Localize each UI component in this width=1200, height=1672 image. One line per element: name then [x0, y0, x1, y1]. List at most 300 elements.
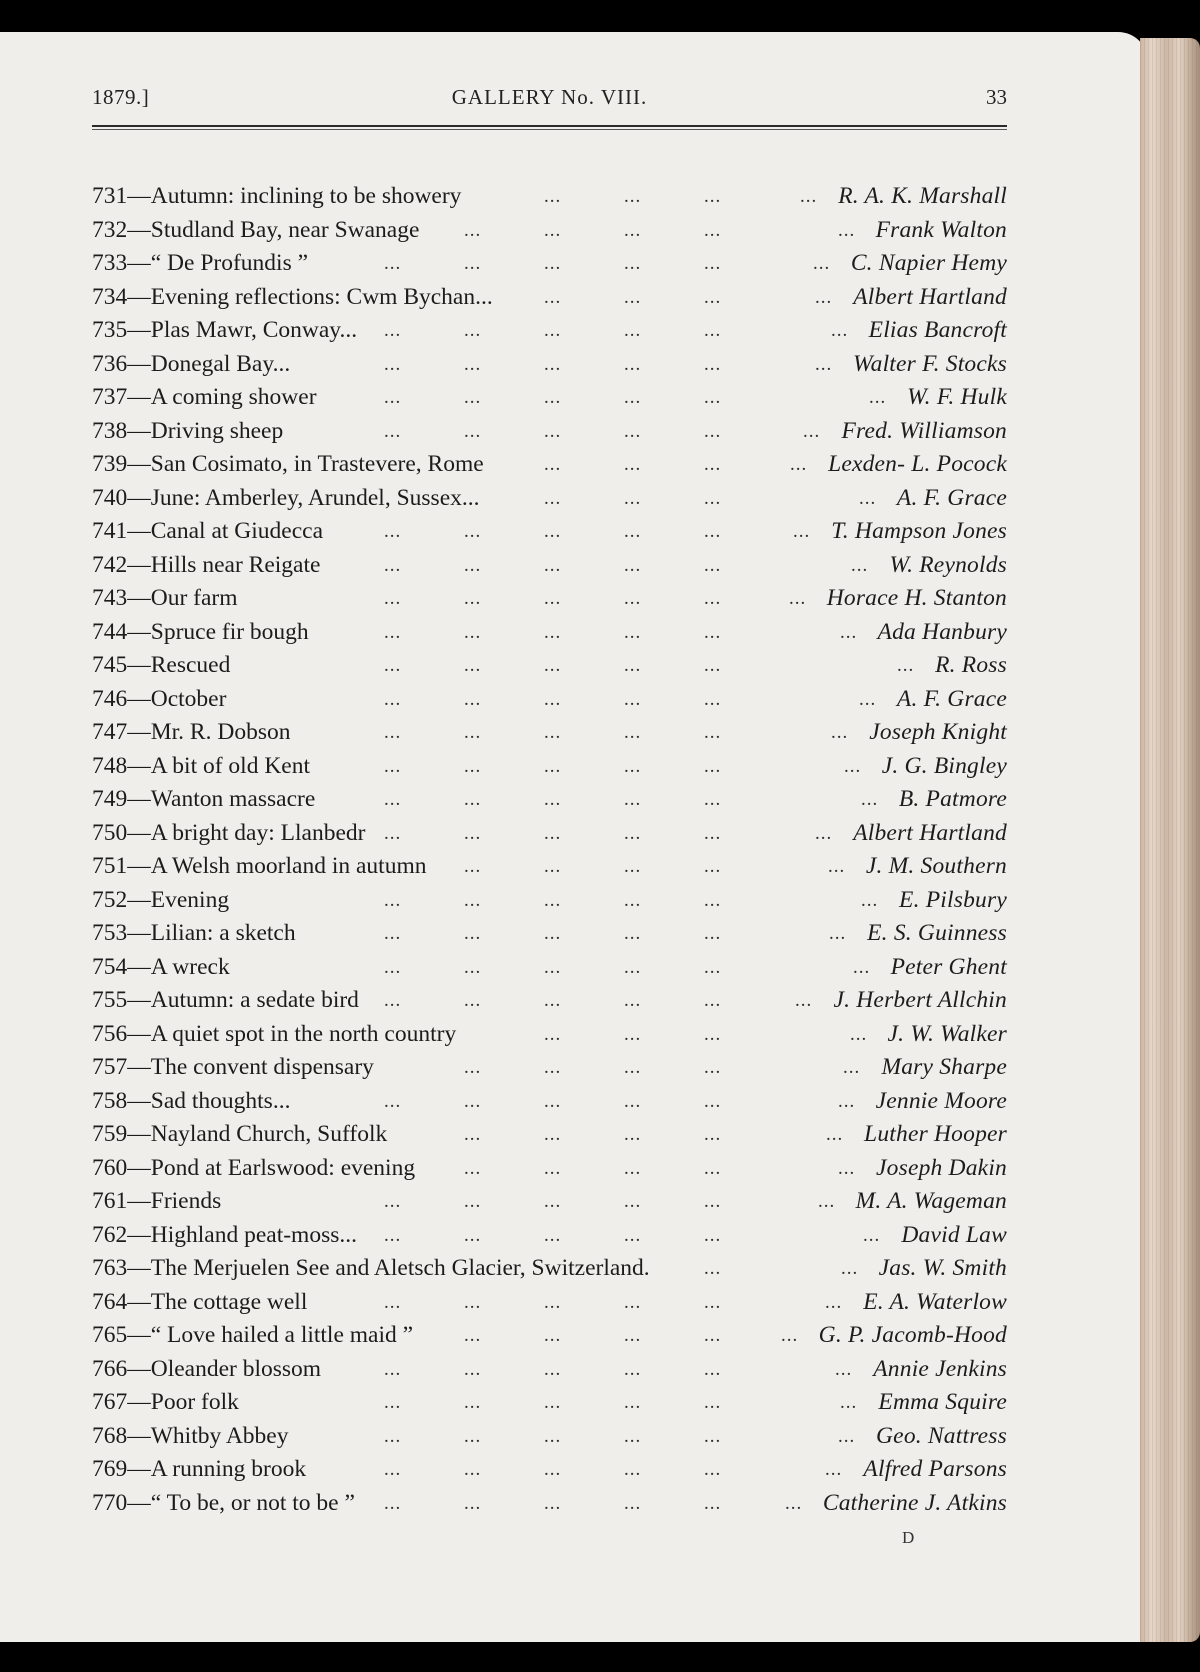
- leader-dots: ...: [835, 1358, 853, 1380]
- entry-text: [92, 1252, 650, 1286]
- leader-dots: ...: [624, 554, 642, 576]
- entry-dash: —: [127, 1456, 151, 1482]
- entry-artist: Horace H. Stanton: [826, 585, 1007, 611]
- leader-dots: ...: [704, 621, 722, 643]
- leader-dots: ...: [384, 923, 402, 944]
- entry-title: Poor folk: [150, 1389, 239, 1415]
- leader-dots: ...: [704, 353, 722, 375]
- leader-dots: ...: [544, 286, 562, 308]
- leader-dots: ...: [464, 387, 482, 408]
- leader-dots: ...: [624, 387, 642, 408]
- leader-dots: ...: [624, 822, 642, 844]
- entry-number: 768: [92, 1422, 128, 1449]
- leader-dots: ...: [815, 353, 833, 375]
- leader-dots: ...: [785, 1492, 803, 1514]
- entry-dash: —: [127, 484, 151, 511]
- entry-title: The Merjuelen See and Aletsch Glacier, Switzerland.: [150, 1255, 650, 1281]
- leader-dots: ...: [624, 789, 642, 810]
- leader-dots: ...: [704, 688, 722, 710]
- leader-dots: ...: [464, 822, 482, 844]
- leader-dots: ...: [624, 1325, 642, 1346]
- leader-dots: ...: [384, 822, 402, 844]
- entry-artist: Jennie Moore: [875, 1087, 1007, 1114]
- entry-artist: B. Patmore: [898, 786, 1007, 812]
- leader-dots: ...: [544, 186, 562, 207]
- list-item: [92, 1219, 1007, 1253]
- leader-dots: ...: [544, 1459, 562, 1480]
- leader-dots: ...: [624, 889, 642, 911]
- list-item: [92, 348, 1007, 382]
- entry-title: A Welsh moorland in autumn: [150, 853, 427, 879]
- leader-dots: ...: [897, 655, 915, 676]
- leader-dots: ...: [704, 554, 722, 576]
- leader-dots: ...: [704, 186, 722, 207]
- entry-text: [92, 984, 359, 1018]
- entry-artist: W. Reynolds: [889, 551, 1007, 578]
- list-item: [92, 247, 1007, 281]
- list-item: [92, 1018, 1007, 1052]
- entry-artist: A. F. Grace: [896, 484, 1007, 511]
- entry-number: 741: [92, 518, 128, 544]
- leader-dots: ...: [544, 789, 562, 810]
- leader-dots: ...: [384, 755, 402, 777]
- entry-text: [92, 850, 427, 884]
- entry-text: [92, 1420, 288, 1454]
- leader-dots: ...: [544, 755, 562, 777]
- entry-artist: Geo. Nattress: [876, 1422, 1007, 1449]
- entry-title: Evening reflections: Cwm Bychan...: [150, 283, 493, 310]
- entry-number: 749: [92, 786, 128, 812]
- list-item: [92, 214, 1007, 248]
- entry-dash: —: [127, 417, 151, 444]
- entry-text: [92, 482, 480, 516]
- entry-text: [92, 381, 317, 415]
- leader-dots: ...: [464, 253, 482, 274]
- leader-dots: ...: [464, 856, 482, 877]
- leader-dots: ...: [464, 722, 482, 743]
- entry-dash: —: [127, 1054, 151, 1080]
- leader-dots: ...: [384, 320, 402, 341]
- leader-dots: ...: [859, 688, 877, 710]
- entry-artist: G. P. Jacomb-Hood: [818, 1322, 1007, 1348]
- leader-dots: ...: [704, 1124, 722, 1145]
- leader-dots: ...: [384, 956, 402, 978]
- leader-dots: ...: [384, 521, 402, 542]
- leader-dots: ...: [624, 1157, 642, 1179]
- list-item: [92, 180, 1007, 214]
- leader-dots: ...: [815, 286, 833, 308]
- entry-artist: R. Ross: [935, 652, 1007, 678]
- leader-dots: ...: [828, 856, 846, 877]
- leader-dots: ...: [704, 822, 722, 844]
- entry-title: Evening: [150, 886, 230, 913]
- leader-dots: ...: [544, 688, 562, 710]
- entry-number: 764: [92, 1288, 128, 1315]
- leader-dots: ...: [843, 1057, 861, 1078]
- entry-number: 739: [92, 451, 128, 477]
- leader-dots: ...: [624, 1459, 642, 1480]
- leader-dots: ...: [624, 521, 642, 542]
- entry-artist: David Law: [901, 1221, 1007, 1248]
- entry-artist: E. A. Waterlow: [863, 1288, 1007, 1315]
- entry-number: 742: [92, 551, 128, 578]
- entry-artist: J. M. Southern: [865, 853, 1007, 879]
- leader-dots: ...: [464, 1191, 482, 1212]
- leader-dots: ...: [704, 521, 722, 542]
- leader-dots: ...: [384, 889, 402, 911]
- leader-dots: ...: [624, 1425, 642, 1447]
- leader-dots: ...: [464, 1492, 482, 1514]
- entry-title: “ De Profundis ”: [150, 250, 309, 276]
- leader-dots: ...: [464, 990, 482, 1011]
- entry-text: [92, 448, 484, 482]
- leader-dots: ...: [624, 186, 642, 207]
- leader-dots: ...: [838, 1157, 856, 1179]
- leader-dots: ...: [544, 521, 562, 542]
- entry-dash: —: [127, 585, 151, 611]
- leader-dots: ...: [544, 554, 562, 576]
- list-item: [92, 281, 1007, 315]
- entry-artist: Jas. W. Smith: [878, 1255, 1007, 1281]
- entry-dash: —: [127, 250, 151, 276]
- leader-dots: ...: [624, 286, 642, 308]
- leader-dots: ...: [464, 1090, 482, 1112]
- entry-artist: Mary Sharpe: [881, 1054, 1007, 1080]
- entry-dash: —: [127, 920, 151, 946]
- leader-dots: ...: [544, 655, 562, 676]
- entry-title: Wanton massacre: [150, 786, 316, 812]
- entry-dash: —: [127, 1188, 151, 1214]
- leader-dots: ...: [384, 1291, 402, 1313]
- entry-text: [92, 884, 229, 918]
- leader-dots: ...: [704, 1023, 722, 1045]
- entry-title: Canal at Giudecca: [150, 518, 323, 544]
- leader-dots: ...: [384, 1191, 402, 1212]
- leader-dots: ...: [790, 454, 808, 475]
- entry-title: Driving sheep: [150, 417, 284, 444]
- entry-number: 733: [92, 250, 128, 276]
- leader-dots: ...: [464, 923, 482, 944]
- list-item: [92, 314, 1007, 348]
- entry-text: [92, 1219, 357, 1253]
- entry-dash: —: [127, 518, 151, 544]
- entry-dash: —: [127, 1489, 151, 1516]
- entry-text: [92, 649, 230, 683]
- leader-dots: ...: [800, 186, 818, 207]
- leader-dots: ...: [624, 923, 642, 944]
- entry-artist: C. Napier Hemy: [850, 250, 1007, 276]
- entry-number: 753: [92, 920, 128, 946]
- entry-dash: —: [127, 551, 151, 578]
- leader-dots: ...: [789, 588, 807, 609]
- leader-dots: ...: [384, 588, 402, 609]
- signature-mark: D: [902, 1528, 915, 1547]
- leader-dots: ...: [624, 1023, 642, 1045]
- entry-dash: —: [127, 317, 151, 343]
- leader-dots: ...: [861, 789, 879, 810]
- list-item: [92, 850, 1007, 884]
- leader-dots: ...: [840, 621, 858, 643]
- entry-title: Oleander blossom: [150, 1355, 322, 1382]
- leader-dots: ...: [831, 320, 849, 341]
- leader-dots: ...: [704, 1392, 722, 1413]
- list-item: [92, 1085, 1007, 1119]
- entry-title: October: [150, 685, 227, 712]
- entry-dash: —: [127, 752, 151, 779]
- entry-dash: —: [127, 1422, 151, 1449]
- leader-dots: ...: [704, 956, 722, 978]
- entry-artist: J. G. Bingley: [881, 752, 1007, 779]
- entry-artist: Frank Walton: [875, 216, 1007, 243]
- leader-dots: ...: [384, 1224, 402, 1246]
- entry-number: 738: [92, 417, 128, 444]
- header-year: 1879.]: [92, 85, 150, 109]
- entry-title: A bit of old Kent: [150, 752, 311, 779]
- entry-dash: —: [127, 1389, 151, 1415]
- leader-dots: ...: [544, 1392, 562, 1413]
- page-edges: [1140, 38, 1200, 1642]
- entry-artist: Albert Hartland: [853, 283, 1007, 310]
- entry-dash: —: [127, 1154, 151, 1181]
- entry-dash: —: [127, 1121, 151, 1147]
- entry-artist: Joseph Knight: [869, 719, 1007, 745]
- entry-text: [92, 817, 365, 851]
- leader-dots: ...: [793, 521, 811, 542]
- leader-dots: ...: [464, 1392, 482, 1413]
- list-item: [92, 448, 1007, 482]
- leader-dots: ...: [624, 956, 642, 978]
- entry-dash: —: [127, 451, 151, 477]
- leader-dots: ...: [795, 990, 813, 1011]
- leader-dots: ...: [544, 1224, 562, 1246]
- leader-dots: ...: [464, 353, 482, 375]
- entry-dash: —: [127, 953, 151, 980]
- entry-artist: J. Herbert Allchin: [833, 987, 1007, 1013]
- leader-dots: ...: [464, 1358, 482, 1380]
- leader-dots: ...: [863, 1224, 881, 1246]
- entry-artist: Catherine J. Atkins: [822, 1489, 1007, 1516]
- leader-dots: ...: [544, 387, 562, 408]
- leader-dots: ...: [704, 789, 722, 810]
- leader-dots: ...: [624, 1224, 642, 1246]
- entry-artist: Walter F. Stocks: [853, 350, 1007, 377]
- leader-dots: ...: [825, 1291, 843, 1313]
- leader-dots: ...: [704, 990, 722, 1011]
- leader-dots: ...: [464, 1157, 482, 1179]
- leader-dots: ...: [841, 1258, 859, 1279]
- leader-dots: ...: [464, 1124, 482, 1145]
- entry-title: June: Amberley, Arundel, Sussex...: [150, 484, 480, 511]
- leader-dots: ...: [624, 621, 642, 643]
- leader-dots: ...: [840, 1392, 858, 1413]
- leader-dots: ...: [464, 688, 482, 710]
- list-item: [92, 1386, 1007, 1420]
- leader-dots: ...: [853, 956, 871, 978]
- entry-dash: —: [127, 1255, 151, 1281]
- entry-text: [92, 1487, 355, 1521]
- leader-dots: ...: [624, 1057, 642, 1078]
- entry-artist: Joseph Dakin: [876, 1154, 1007, 1181]
- leader-dots: ...: [544, 956, 562, 978]
- entry-number: 747: [92, 719, 128, 745]
- entry-text: [92, 917, 296, 951]
- entry-text: [92, 1386, 239, 1420]
- entry-dash: —: [127, 1322, 151, 1348]
- entry-number: 734: [92, 283, 128, 310]
- leader-dots: ...: [704, 219, 722, 241]
- entry-number: 746: [92, 685, 128, 712]
- entry-title: Highland peat-moss...: [150, 1221, 357, 1248]
- leader-dots: ...: [704, 1191, 722, 1212]
- entry-title: The cottage well: [150, 1288, 308, 1315]
- entry-text: [92, 281, 493, 315]
- leader-dots: ...: [464, 1325, 482, 1346]
- leader-dots: ...: [384, 722, 402, 743]
- leader-dots: ...: [704, 1492, 722, 1514]
- leader-dots: ...: [850, 1023, 868, 1045]
- entry-dash: —: [127, 384, 151, 410]
- entry-number: 766: [92, 1355, 128, 1382]
- leader-dots: ...: [704, 1291, 722, 1313]
- leader-dots: ...: [704, 923, 722, 944]
- leader-dots: ...: [813, 253, 831, 274]
- entry-number: 754: [92, 953, 128, 980]
- leader-dots: ...: [704, 588, 722, 609]
- entry-text: [92, 1185, 221, 1219]
- entry-title: Nayland Church, Suffolk: [150, 1121, 388, 1147]
- entry-title: The convent dispensary: [150, 1054, 374, 1080]
- leader-dots: ...: [624, 755, 642, 777]
- leader-dots: ...: [464, 521, 482, 542]
- header-rule-thin: [92, 129, 1007, 130]
- entry-dash: —: [127, 685, 151, 712]
- entry-text: [92, 214, 419, 248]
- entry-number: 761: [92, 1188, 128, 1214]
- leader-dots: ...: [544, 1090, 562, 1112]
- entry-title: Hills near Reigate: [150, 551, 321, 578]
- leader-dots: ...: [464, 420, 482, 442]
- entry-artist: Lexden- L. Pocock: [828, 451, 1007, 477]
- leader-dots: ...: [624, 253, 642, 274]
- entry-artist: Peter Ghent: [890, 953, 1007, 980]
- entry-dash: —: [127, 183, 151, 209]
- entry-number: 759: [92, 1121, 128, 1147]
- leader-dots: ...: [544, 253, 562, 274]
- leader-dots: ...: [704, 1258, 722, 1279]
- entry-artist: Albert Hartland: [853, 819, 1007, 846]
- entry-dash: —: [127, 652, 151, 678]
- leader-dots: ...: [384, 990, 402, 1011]
- list-item: [92, 582, 1007, 616]
- entry-number: 752: [92, 886, 128, 913]
- leader-dots: ...: [384, 655, 402, 676]
- running-header: [92, 85, 1007, 125]
- leader-dots: ...: [384, 1090, 402, 1112]
- leader-dots: ...: [704, 253, 722, 274]
- leader-dots: ...: [624, 219, 642, 241]
- leader-dots: ...: [624, 1090, 642, 1112]
- entry-dash: —: [127, 1020, 151, 1047]
- leader-dots: ...: [464, 1459, 482, 1480]
- entry-title: Our farm: [150, 585, 238, 611]
- entry-text: [92, 1152, 415, 1186]
- entry-number: 762: [92, 1221, 128, 1248]
- list-item: [92, 1118, 1007, 1152]
- entry-number: 748: [92, 752, 128, 779]
- leader-dots: ...: [704, 320, 722, 341]
- entry-title: A wreck: [150, 953, 230, 980]
- list-item: [92, 1152, 1007, 1186]
- entry-dash: —: [127, 1355, 151, 1382]
- leader-dots: ...: [544, 923, 562, 944]
- entry-number: 769: [92, 1456, 128, 1482]
- entry-title: A bright day: Llanbedr: [150, 819, 366, 846]
- leader-dots: ...: [544, 1023, 562, 1045]
- leader-dots: ...: [844, 755, 862, 777]
- leader-dots: ...: [704, 1090, 722, 1112]
- entry-artist: M. A. Wageman: [855, 1188, 1007, 1214]
- entry-text: [92, 783, 315, 817]
- leader-dots: ...: [544, 1325, 562, 1346]
- leader-dots: ...: [544, 1057, 562, 1078]
- entry-title: San Cosimato, in Trastevere, Rome: [150, 451, 484, 477]
- list-item: [92, 1051, 1007, 1085]
- entry-title: Mr. R. Dobson: [150, 719, 291, 745]
- entry-artist: J. W. Walker: [887, 1020, 1007, 1047]
- leader-dots: ...: [624, 588, 642, 609]
- leader-dots: ...: [704, 1459, 722, 1480]
- entry-title: A running brook: [150, 1456, 307, 1482]
- leader-dots: ...: [544, 1492, 562, 1514]
- leader-dots: ...: [851, 554, 869, 576]
- leader-dots: ...: [815, 822, 833, 844]
- entry-artist: Alfred Parsons: [863, 1456, 1007, 1482]
- leader-dots: ...: [464, 219, 482, 241]
- leader-dots: ...: [838, 1425, 856, 1447]
- leader-dots: ...: [464, 621, 482, 643]
- leader-dots: ...: [704, 1057, 722, 1078]
- leader-dots: ...: [384, 387, 402, 408]
- catalogue-list: [92, 180, 1007, 1520]
- leader-dots: ...: [624, 1492, 642, 1514]
- leader-dots: ...: [384, 253, 402, 274]
- entry-number: 736: [92, 350, 128, 377]
- leader-dots: ...: [544, 1425, 562, 1447]
- entry-number: 750: [92, 819, 128, 846]
- entry-text: [92, 616, 309, 650]
- entry-artist: Emma Squire: [878, 1389, 1007, 1415]
- leader-dots: ...: [544, 621, 562, 643]
- entry-number: 757: [92, 1054, 128, 1080]
- entry-artist: Elias Bancroft: [868, 317, 1007, 343]
- leader-dots: ...: [544, 889, 562, 911]
- entry-number: 765: [92, 1322, 128, 1348]
- list-item: [92, 783, 1007, 817]
- entry-text: [92, 247, 308, 281]
- entry-artist: E. Pilsbury: [899, 886, 1007, 913]
- leader-dots: ...: [704, 1157, 722, 1179]
- leader-dots: ...: [544, 588, 562, 609]
- list-item: [92, 1453, 1007, 1487]
- entry-artist: W. F. Hulk: [907, 384, 1007, 410]
- leader-dots: ...: [384, 420, 402, 442]
- entry-title: A coming shower: [150, 384, 317, 410]
- entry-dash: —: [127, 786, 151, 812]
- list-item: [92, 1319, 1007, 1353]
- leader-dots: ...: [384, 353, 402, 375]
- header-rule-thick: [92, 125, 1007, 127]
- leader-dots: ...: [869, 387, 887, 408]
